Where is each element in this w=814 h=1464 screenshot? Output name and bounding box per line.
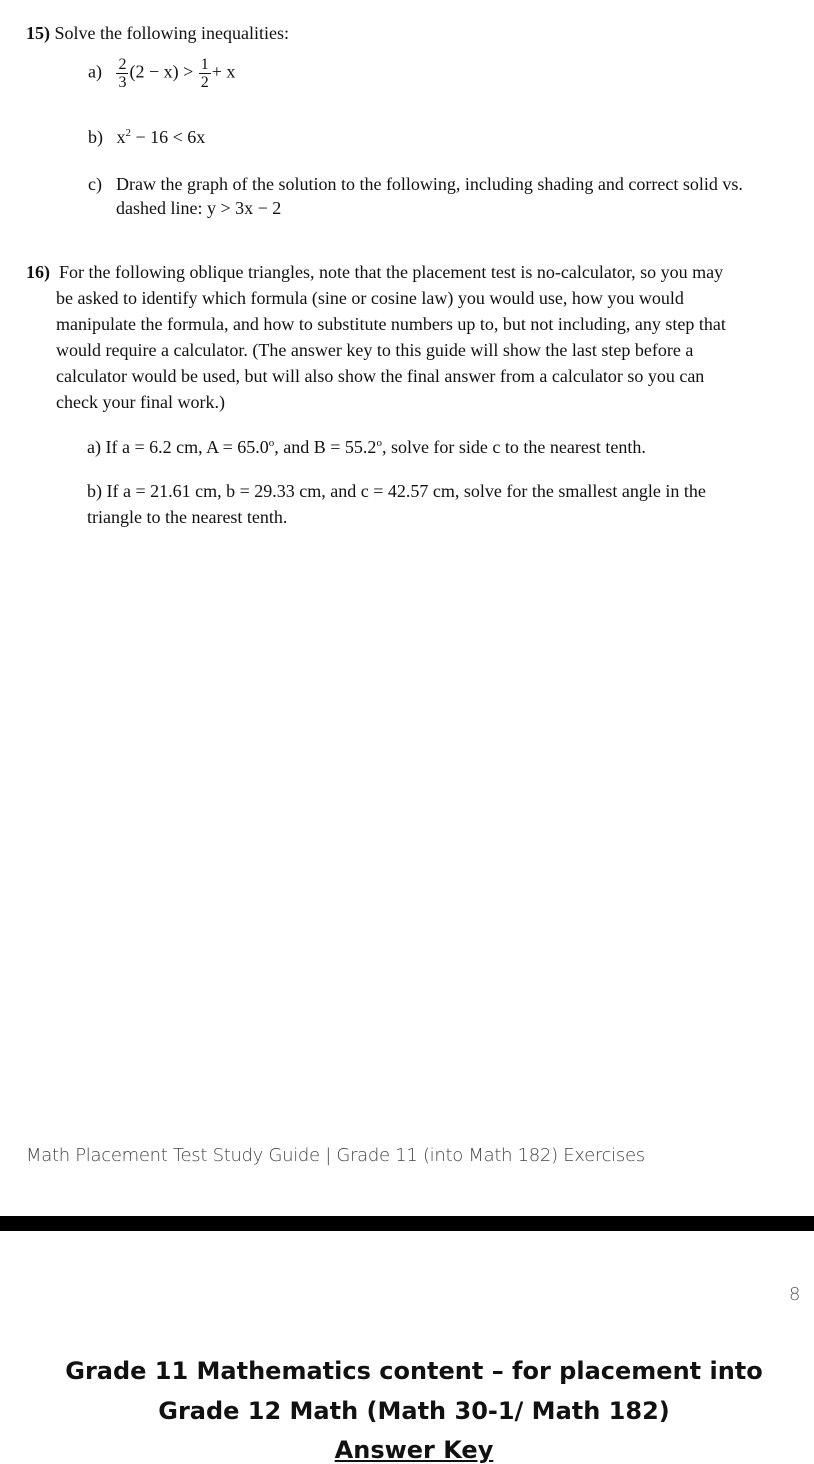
- page-footer: Math Placement Test Study Guide | Grade 11 (into Math 182) Exercises: [26, 1145, 645, 1166]
- inequality-tail: + x: [211, 61, 236, 82]
- part-text-line: b) If a = 21.61 cm, b = 29.33 cm, and c = 42.57 cm, solve for the smallest angle in the: [87, 481, 706, 501]
- answer-key-title: Answer Key: [334, 1436, 494, 1464]
- question-15a: [88, 56, 235, 91]
- degree-symbol: o: [268, 437, 275, 449]
- intro-line: be asked to identify which formula (sine or cosine law) you would use, how you would: [56, 288, 684, 308]
- page-number: 8: [789, 1284, 801, 1305]
- part-text-line: triangle to the nearest tenth.: [87, 507, 288, 527]
- question-16-intro: [26, 259, 771, 415]
- part-label: c): [88, 174, 102, 194]
- question-15-header: [26, 20, 289, 46]
- intro-line: check your final work.): [56, 392, 225, 412]
- part-text: , solve for side c to the nearest tenth.: [381, 437, 646, 457]
- question-15b: [88, 124, 205, 150]
- question-16a: [87, 434, 646, 460]
- exponent: 2: [125, 127, 131, 139]
- inequality-rest: − 16 < 6x: [135, 127, 206, 147]
- fraction-two-thirds: $\frac{2}{3}$: [118, 56, 127, 91]
- part-text: , and B = 55.2: [274, 437, 377, 457]
- next-page-heading-line1: Grade 11 Mathematics content – for placement into: [65, 1357, 763, 1385]
- page-separator: [0, 1216, 814, 1231]
- intro-line: manipulate the formula, and how to substitute numbers up to, but not including, any step that: [56, 314, 726, 334]
- question-prompt: Solve the following inequalities:: [54, 23, 289, 43]
- variable: x: [116, 127, 126, 147]
- intro-line: For the following oblique triangles, note that the placement test is no-calculator, so you may: [59, 262, 724, 282]
- degree-symbol: o: [376, 437, 382, 449]
- intro-line: calculator would be used, but will also show the final answer from a calculator so you can: [56, 366, 705, 386]
- question-number: 15): [26, 23, 50, 43]
- intro-line: would require a calculator. (The answer key to this guide will show the last step before a: [56, 340, 694, 360]
- question-16b: [87, 478, 706, 530]
- part-label: b): [88, 127, 103, 147]
- fraction-one-half: $\frac{1}{2}$: [200, 56, 209, 91]
- question-15c: [88, 171, 814, 221]
- part-text-line: Draw the graph of the solution to the following, including shading and correct solid vs.: [116, 174, 743, 194]
- question-number: 16): [26, 262, 50, 282]
- part-label: a): [88, 61, 102, 82]
- part-text: a) If a = 6.2 cm, A = 65.0: [87, 437, 269, 457]
- inequality-middle: (2 − x) >: [129, 61, 194, 82]
- part-text-line: dashed line: y > 3x − 2: [116, 198, 282, 218]
- next-page-heading-line2: Grade 12 Math (Math 30-1/ Math 182): [158, 1397, 670, 1425]
